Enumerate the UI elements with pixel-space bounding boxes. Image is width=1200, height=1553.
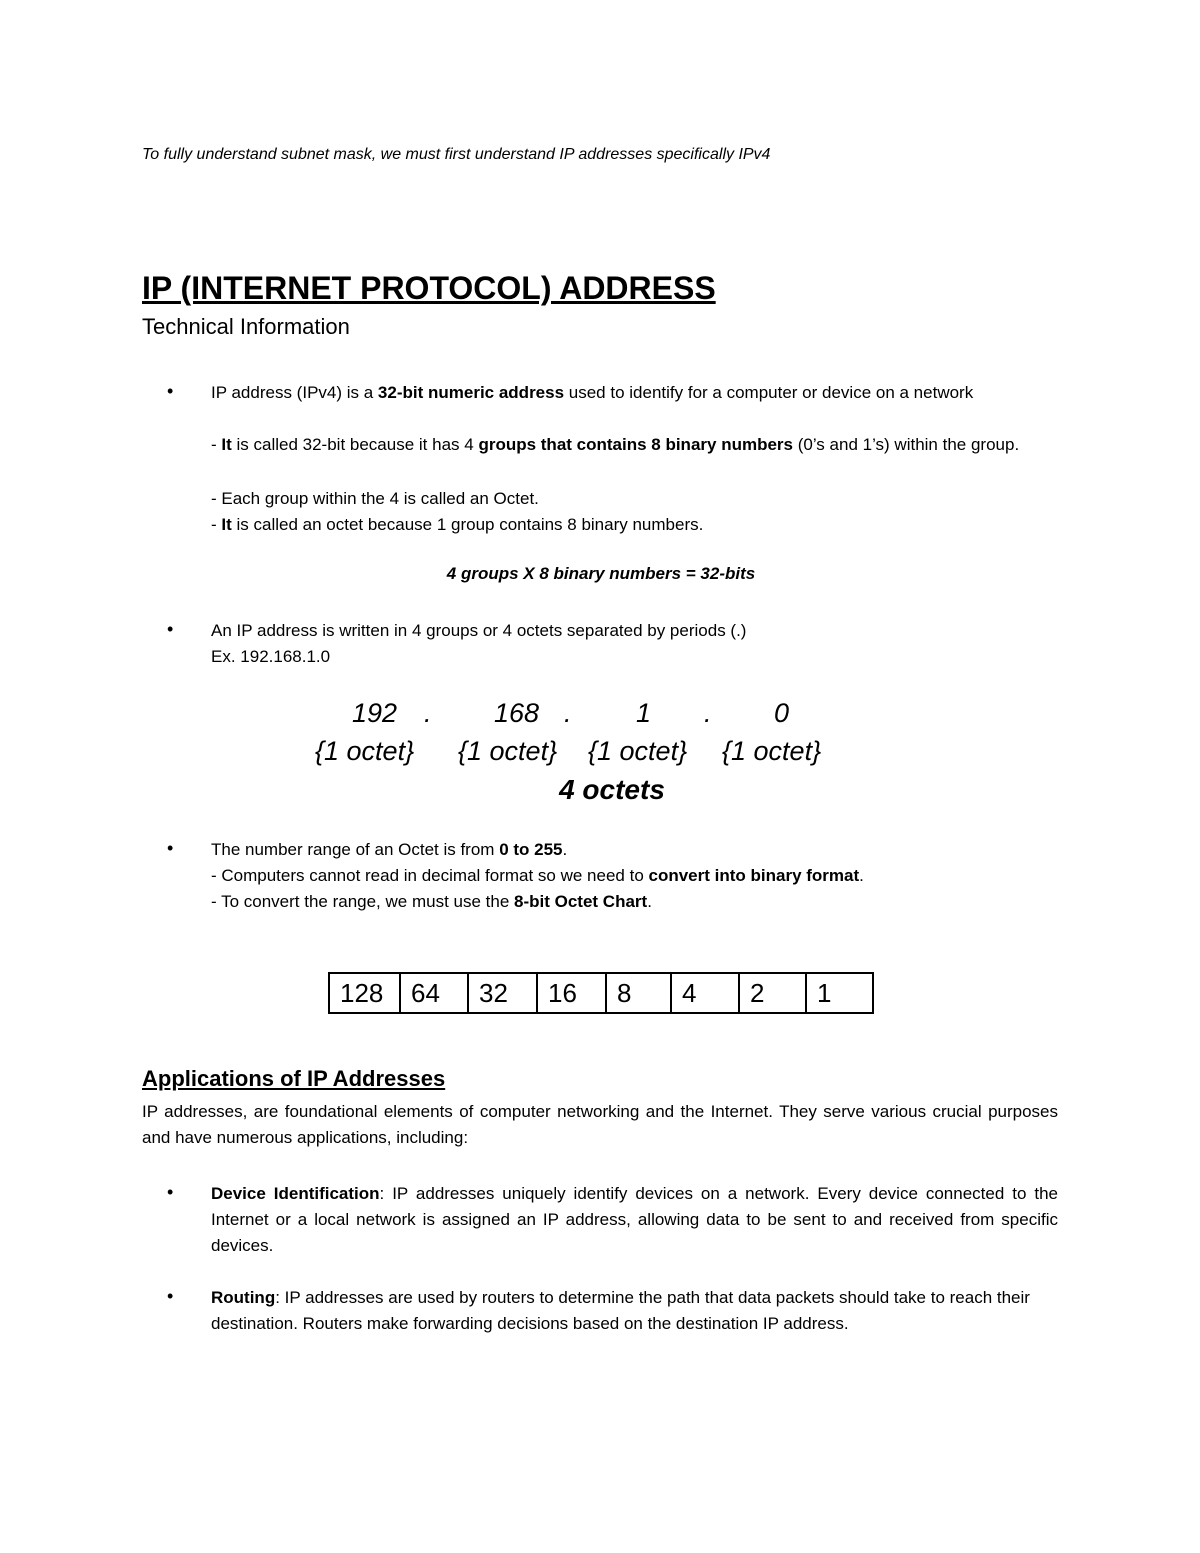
bullet-2-marker: • [167,619,174,639]
octet-chart-cell: 32 [468,973,537,1013]
octet-chart-cell: 8 [606,973,671,1013]
ip-octet-1: 192 [352,698,398,728]
octet-chart-cell: 16 [537,973,606,1013]
octet-chart-cell: 4 [671,973,739,1013]
app-item-routing: Routing: IP addresses are used by routers to determine the path that data packets should take to reach their destination. Routers make forwarding decisions based on the destination IP address. [211,1288,1030,1333]
ip-dot-3: . [704,698,712,728]
formula-text: 4 groups X 8 binary numbers = 32-bits [446,564,756,583]
app-item-device-identification: Device Identification: IP addresses uniquely identify devices on a network. Every device connected to the Internet or a local network is assigned an IP address, allowing data to be sent to and received from specific devices. [211,1184,1058,1255]
ip-octet-3: 1 [636,698,652,728]
bullet-1-marker: • [167,381,174,401]
bullet-1-line-4: - It is called an octet because 1 group contains 8 binary numbers. [211,515,704,534]
bullet-3-line-2: - Computers cannot read in decimal format so we need to convert into binary format. [211,866,864,885]
octet-label-3: {1 octet} [588,736,688,766]
intro-text: To fully understand subnet mask, we must first understand IP addresses specifically IPv4 [142,146,771,163]
octet-label-2: {1 octet} [458,736,558,766]
octet-chart-cell: 1 [806,973,873,1013]
ip-octet-2: 168 [494,698,540,728]
octet-label-4: {1 octet} [722,736,822,766]
bullet-1-line-3: - Each group within the 4 is called an Octet. [211,489,539,508]
octet-chart-cell: 2 [739,973,806,1013]
octet-chart-cell: 128 [329,973,400,1013]
octet-label-1: {1 octet} [315,736,415,766]
octets-total-label: 4 octets [559,774,665,805]
bullet-3-line-3: - To convert the range, we must use the 8-bit Octet Chart. [211,892,652,911]
octet-chart-cell: 64 [400,973,468,1013]
applications-heading: Applications of IP Addresses [142,1066,446,1091]
applications-intro: IP addresses, are foundational elements of computer networking and the Internet. They serve various crucial purposes and have numerous applications, including: [142,1102,1058,1147]
bullet-3-marker: • [167,838,174,858]
ip-octet-4: 0 [774,698,790,728]
octet-chart-table [328,972,874,1014]
ip-dot-1: . [424,698,432,728]
ip-dot-2: . [564,698,572,728]
bullet-1-line-2: - It is called 32-bit because it has 4 groups that contains 8 binary numbers (0’s and 1’s) within the group. [211,435,1020,454]
subtitle: Technical Information [142,314,350,339]
bullet-2-line-2: Ex. 192.168.1.0 [211,647,331,666]
app-bullet-2-marker: • [167,1286,174,1306]
app-bullet-1-marker: • [167,1182,174,1202]
octet-chart-row [329,973,873,1013]
page-title: IP (INTERNET PROTOCOL) ADDRESS [142,270,716,306]
bullet-2-line-1: An IP address is written in 4 groups or 4 octets separated by periods (.) [211,621,747,640]
bullet-3-line-1: The number range of an Octet is from 0 to 255. [211,840,568,859]
bullet-1-line-1: IP address (IPv4) is a 32-bit numeric address used to identify for a computer or device on a network [211,383,974,402]
